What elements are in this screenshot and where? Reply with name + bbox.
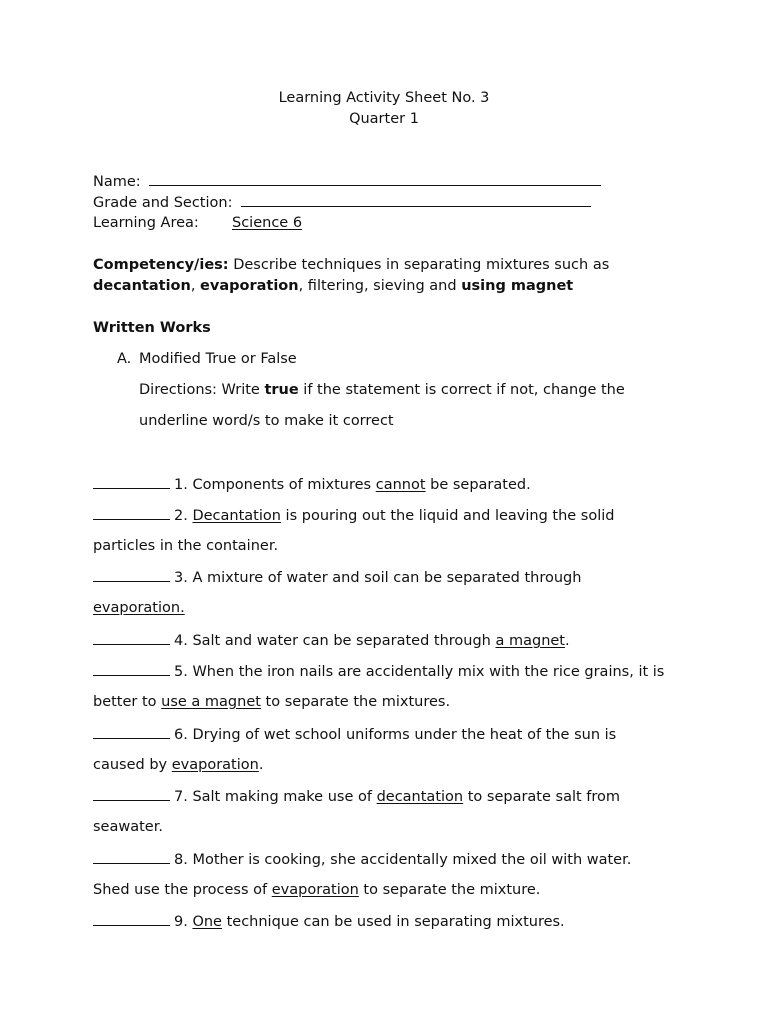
item-9-text: 9. xyxy=(174,914,193,930)
item-9-underlined: One xyxy=(192,914,222,930)
directions-line-2: underline word/s to make it correct xyxy=(139,413,394,429)
answer-blank-9[interactable] xyxy=(93,913,170,926)
item-8 xyxy=(93,851,631,868)
answer-blank-7[interactable] xyxy=(93,788,170,801)
directions-prefix: Directions: Write xyxy=(139,382,265,398)
item-2-line-2: particles in the container. xyxy=(93,538,279,554)
item-2 xyxy=(93,507,614,524)
item-5 xyxy=(93,663,664,680)
item-1-underlined: cannot xyxy=(375,477,426,493)
item-9-text-end: technique can be used in separating mixtures. xyxy=(221,914,565,930)
directions-line-1 xyxy=(139,382,625,398)
item-4 xyxy=(93,632,570,649)
competency-decantation: decantation xyxy=(93,278,191,294)
item-1-text: 1. Components of mixtures xyxy=(174,477,376,493)
answer-blank-1[interactable] xyxy=(93,476,170,489)
sheet-title: Learning Activity Sheet No. 3 xyxy=(278,90,490,106)
item-5-text-end: to separate the mixtures. xyxy=(260,694,451,710)
item-8-text-end: to separate the mixture. xyxy=(358,882,541,898)
competency-sep: , xyxy=(190,278,201,294)
item-5-text-2: better to xyxy=(93,694,162,710)
section-heading xyxy=(93,320,211,336)
item-6-text: 6. Drying of wet school uniforms under the heat of the sun is xyxy=(174,727,617,743)
competency-text-2: , filtering, sieving and xyxy=(298,278,462,294)
item-2-text: 2. xyxy=(174,508,193,524)
item-2-text-end: is pouring out the liquid and leaving the solid xyxy=(280,508,615,524)
item-1-text-end: be separated. xyxy=(425,477,531,493)
item-8-text-2: Shed use the process of xyxy=(93,882,272,898)
directions-true: true xyxy=(264,382,299,398)
part-a-label: A. xyxy=(117,351,132,367)
competency-label: Competency/ies: xyxy=(93,257,229,273)
item-3-underlined: evaporation. xyxy=(93,600,185,616)
item-3 xyxy=(93,569,581,586)
quarter-label: Quarter 1 xyxy=(349,111,419,127)
item-8-text: 8. Mother is cooking, she accidentally mixed the oil with water. xyxy=(174,852,632,868)
item-7-text-end: to separate salt from xyxy=(463,789,621,805)
item-6-underlined: evaporation xyxy=(171,757,259,773)
competency-line-2 xyxy=(93,278,573,294)
area-label: Learning Area: xyxy=(93,215,199,231)
competency-evaporation: evaporation xyxy=(200,278,299,294)
item-6-text-end: . xyxy=(258,757,264,773)
directions-rest: if the statement is correct if not, change the xyxy=(298,382,625,398)
name-label: Name: xyxy=(93,174,141,190)
answer-blank-4[interactable] xyxy=(93,632,170,645)
answer-blank-5[interactable] xyxy=(93,663,170,676)
grade-label: Grade and Section: xyxy=(93,195,233,211)
item-4-text: 4. Salt and water can be separated through xyxy=(174,633,496,649)
area-value: Science 6 xyxy=(232,215,303,231)
item-6-line-2 xyxy=(93,757,263,773)
part-a-title xyxy=(117,351,297,367)
area-row xyxy=(93,215,303,231)
item-3-text: 3. A mixture of water and soil can be separated through xyxy=(174,570,582,586)
name-row xyxy=(93,173,601,190)
item-8-underlined: evaporation xyxy=(271,882,359,898)
item-7-text: 7. Salt making make use of xyxy=(174,789,377,805)
item-4-underlined: a magnet xyxy=(495,633,565,649)
name-blank[interactable] xyxy=(149,173,601,186)
item-6-text-2: caused by xyxy=(93,757,172,773)
answer-blank-2[interactable] xyxy=(93,507,170,520)
item-1 xyxy=(93,476,531,493)
item-6 xyxy=(93,726,616,743)
item-4-text-end: . xyxy=(565,633,570,649)
competency-magnet: using magnet xyxy=(461,278,574,294)
competency-line-1 xyxy=(93,257,609,273)
grade-blank[interactable] xyxy=(241,194,591,207)
grade-row xyxy=(93,194,591,211)
item-5-line-2 xyxy=(93,694,450,710)
competency-text: Describe techniques in separating mixtures such as xyxy=(228,257,610,273)
written-works-heading: Written Works xyxy=(93,320,211,336)
item-9 xyxy=(93,913,565,930)
part-a-text: Modified True or False xyxy=(139,351,297,367)
item-5-underlined: use a magnet xyxy=(161,694,261,710)
item-3-line-2 xyxy=(93,600,185,616)
item-7-underlined: decantation xyxy=(376,789,464,805)
answer-blank-8[interactable] xyxy=(93,851,170,864)
item-8-line-2 xyxy=(93,882,540,898)
item-7 xyxy=(93,788,620,805)
item-2-underlined: Decantation xyxy=(192,508,281,524)
answer-blank-6[interactable] xyxy=(93,726,170,739)
answer-blank-3[interactable] xyxy=(93,569,170,582)
item-5-text: 5. When the iron nails are accidentally mix with the rice grains, it is xyxy=(174,664,665,680)
item-7-line-2: seawater. xyxy=(93,819,163,835)
